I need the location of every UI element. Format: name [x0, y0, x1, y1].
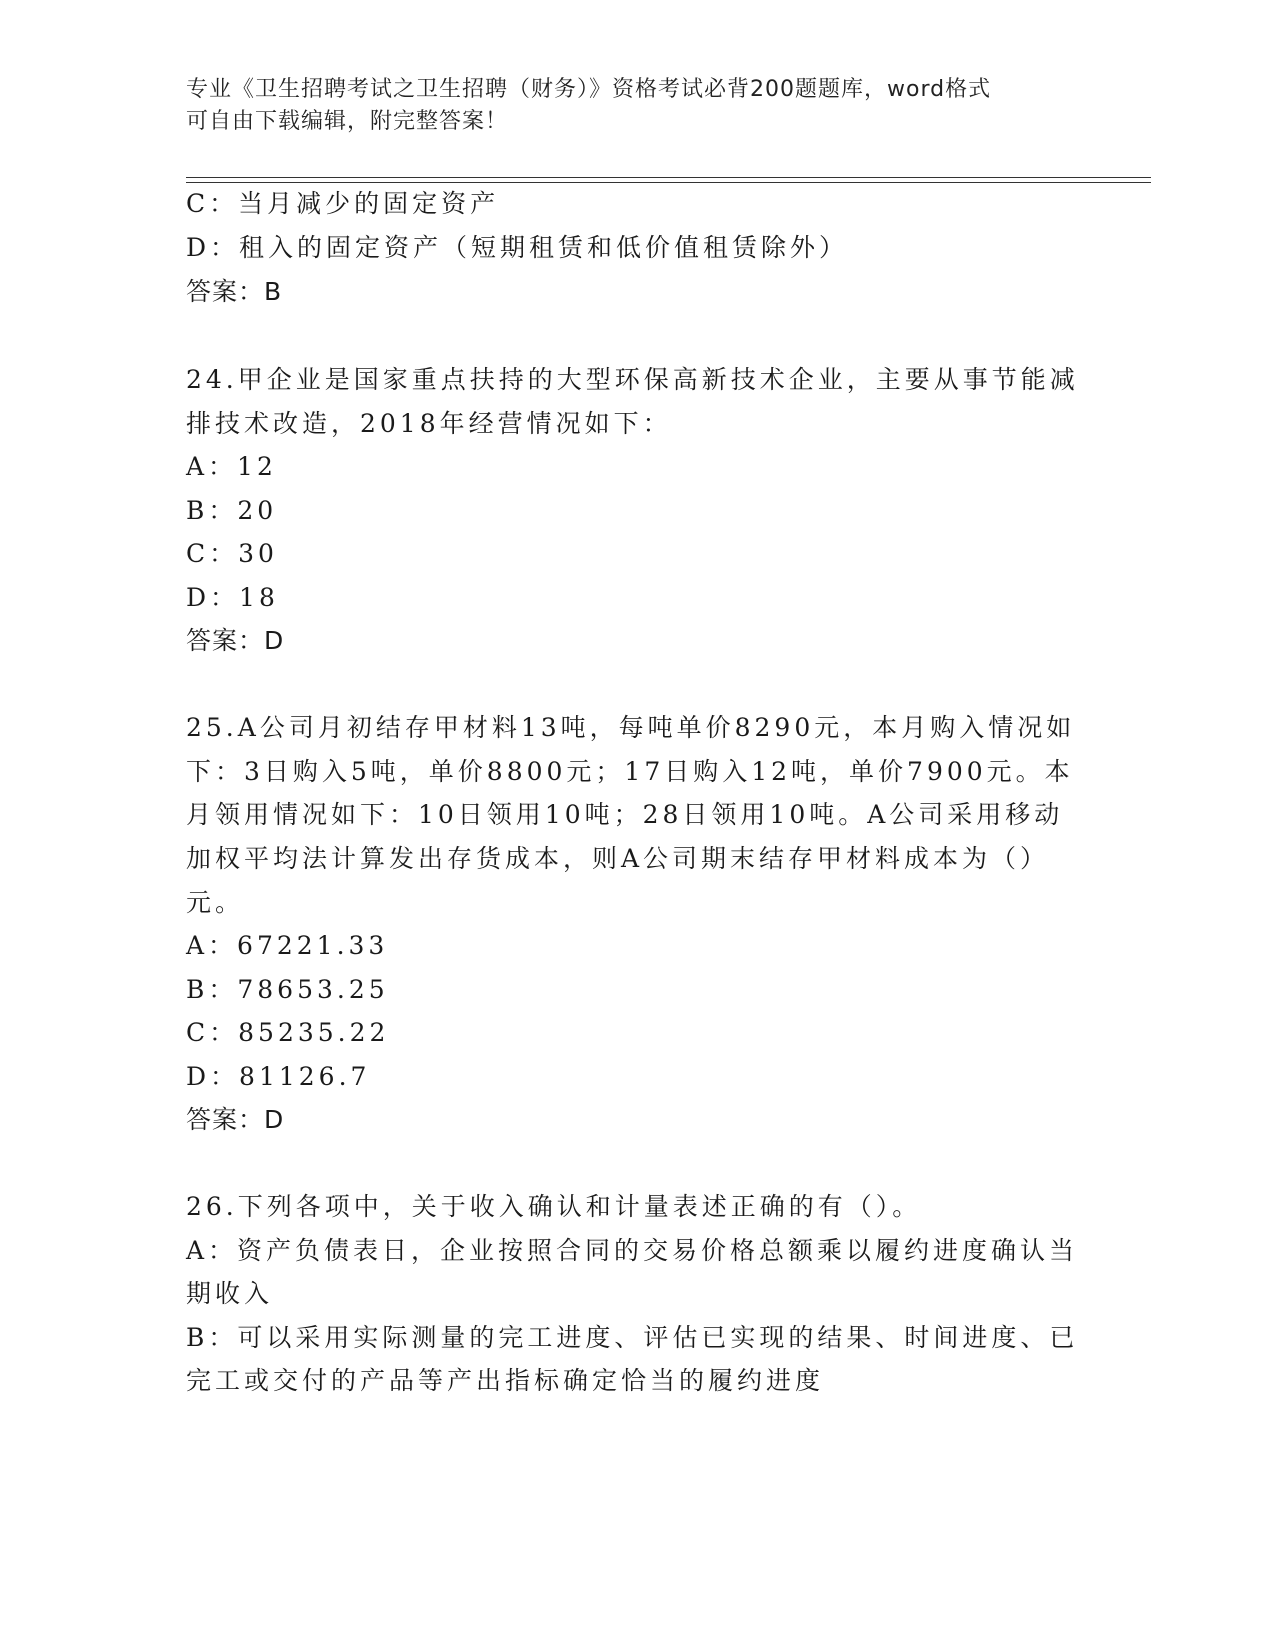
header-divider-bottom [186, 182, 1151, 183]
q25-option-a: A：67221.33 [186, 931, 389, 960]
q25-stem-line-2: 下：3日购入5吨，单价8800元；17日购入12吨，单价7900元。本 [186, 757, 1074, 786]
q24-stem-line-2: 排技术改造，2018年经营情况如下： [186, 409, 672, 438]
q24-option-d: D：18 [186, 583, 279, 612]
header-divider-top [186, 177, 1151, 178]
q25-stem-line-4: 加权平均法计算发出存货成本，则A公司期末结存甲材料成本为（） [186, 844, 1050, 873]
q25-answer: 答案：D [186, 1105, 285, 1134]
document-header [186, 74, 1066, 138]
header-line-1: 专业《卫生招聘考试之卫生招聘（财务）》资格考试必背200题题库，word格式 [186, 77, 992, 102]
header-line-2: 可自由下载编辑，附完整答案！ [186, 109, 509, 134]
q26-option-b-line-1: B：可以采用实际测量的完工进度、评估已实现的结果、时间进度、已 [186, 1323, 1079, 1352]
q24-option-a: A：12 [186, 452, 277, 481]
q25-option-b: B：78653.25 [186, 975, 389, 1004]
q23-option-c: C：当月减少的固定资产 [186, 189, 500, 218]
q26-option-b-line-2: 完工或交付的产品等产出指标确定恰当的履约进度 [186, 1366, 825, 1395]
q25-option-d: D：81126.7 [186, 1062, 371, 1091]
q26-option-a-line-1: A：资产负债表日，企业按照合同的交易价格总额乘以履约进度确认当 [186, 1236, 1079, 1265]
q25-option-c: C：85235.22 [186, 1018, 390, 1047]
q25-stem-line-1: 25.A公司月初结存甲材料13吨，每吨单价8290元，本月购入情况如 [186, 713, 1076, 742]
q23-option-d: D：租入的固定资产（短期租赁和低价值租赁除外） [186, 233, 849, 262]
q26-stem-line-1: 26.下列各项中，关于收入确认和计量表述正确的有（）。 [186, 1192, 922, 1221]
q25-stem-line-5: 元。 [186, 888, 245, 917]
q24-answer: 答案：D [186, 626, 285, 655]
q24-stem-line-1: 24.甲企业是国家重点扶持的大型环保高新技术企业，主要从事节能减 [186, 365, 1079, 394]
q26-option-a-line-2: 期收入 [186, 1279, 274, 1308]
q24-option-c: C：30 [186, 539, 278, 568]
q25-stem-line-3: 月领用情况如下：10日领用10吨；28日领用10吨。A公司采用移动 [186, 800, 1064, 829]
q24-option-b: B：20 [186, 496, 278, 525]
q23-answer: 答案：B [186, 277, 283, 306]
